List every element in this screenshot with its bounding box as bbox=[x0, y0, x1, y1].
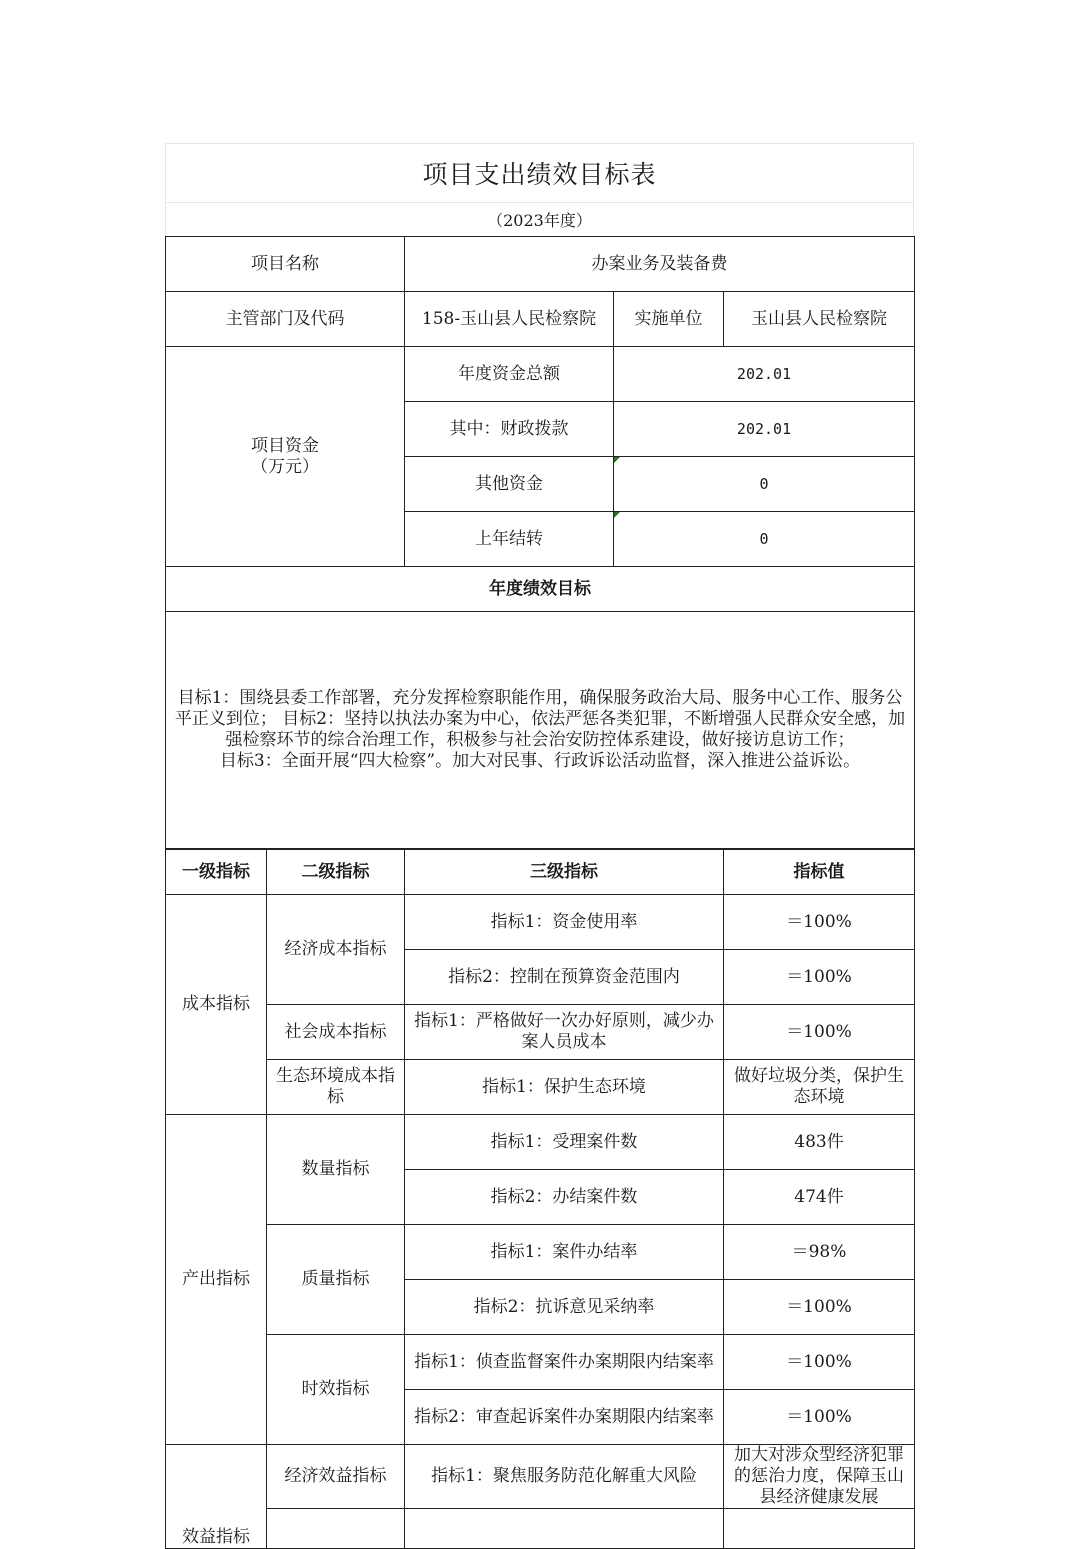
value-cell: ＝98% bbox=[724, 1225, 915, 1280]
value-cell: ＝100% bbox=[724, 1280, 915, 1335]
dept-value: 158-玉山县人民检察院 bbox=[405, 292, 614, 347]
value-cell: 做好垃圾分类，保护生态环境 bbox=[724, 1060, 915, 1115]
value-cell: 483件 bbox=[724, 1115, 915, 1170]
value-cell: ＝100% bbox=[724, 950, 915, 1005]
table-row bbox=[166, 237, 915, 292]
fund-row-value: 202.01 bbox=[614, 402, 915, 457]
level1-cell: 产出指标 bbox=[166, 1115, 267, 1445]
fund-row-value: 202.01 bbox=[614, 347, 915, 402]
level2-cell: 经济成本指标 bbox=[267, 895, 405, 1005]
indicator-table bbox=[165, 849, 915, 1549]
value-cell: 加大对涉众型经济犯罪的惩治力度，保障玉山县经济健康发展 bbox=[724, 1445, 915, 1509]
col-header: 三级指标 bbox=[405, 850, 724, 895]
level3-cell bbox=[405, 1509, 724, 1549]
project-name-label: 项目名称 bbox=[166, 237, 405, 292]
table-row bbox=[166, 1115, 915, 1170]
level3-cell: 指标1：侦查监督案件办案期限内结案率 bbox=[405, 1335, 724, 1390]
level1-cell: 成本指标 bbox=[166, 895, 267, 1115]
table-row bbox=[166, 1060, 915, 1115]
table-row bbox=[166, 895, 915, 950]
level3-cell: 指标1：聚焦服务防范化解重大风险 bbox=[405, 1445, 724, 1509]
goals-text: 目标1：围绕县委工作部署，充分发挥检察职能作用，确保服务政治大局、服务中心工作、服务公平正义到位； 目标2：坚持以执法办案为中心，依法严惩各类犯罪，不断增强人民群众安全感，加强检察环节的综合治理工作，积极参与社会治安防控体系建设，做好接访息访工作； bbox=[174, 688, 906, 750]
value-cell: ＝100% bbox=[724, 1005, 915, 1060]
table-row bbox=[166, 347, 915, 402]
value-cell: ＝100% bbox=[724, 895, 915, 950]
level2-cell bbox=[267, 1509, 405, 1549]
table-row bbox=[166, 612, 915, 849]
level3-cell: 指标1：案件办结率 bbox=[405, 1225, 724, 1280]
level3-cell: 指标1：受理案件数 bbox=[405, 1115, 724, 1170]
project-table bbox=[165, 236, 915, 849]
funds-unit: （万元） bbox=[251, 456, 319, 477]
level1-cell: 效益指标 bbox=[166, 1445, 267, 1549]
level3-cell: 指标2：办结案件数 bbox=[405, 1170, 724, 1225]
goals-text-cell bbox=[166, 612, 915, 849]
goals-text-last: 目标3：全面开展“四大检察”。加大对民事、行政诉讼活动监督，深入推进公益诉讼。 bbox=[219, 751, 861, 771]
fund-row-label: 年度资金总额 bbox=[405, 347, 614, 402]
table-row bbox=[166, 1445, 915, 1509]
value-cell: 474件 bbox=[724, 1170, 915, 1225]
table-row bbox=[166, 1005, 915, 1060]
level2-cell: 时效指标 bbox=[267, 1335, 405, 1445]
level3-cell: 指标2：抗诉意见采纳率 bbox=[405, 1280, 724, 1335]
level2-cell: 经济效益指标 bbox=[267, 1445, 405, 1509]
value-cell: ＝100% bbox=[724, 1390, 915, 1445]
fund-row-value: 0 bbox=[614, 512, 915, 567]
table-header-row bbox=[166, 850, 915, 895]
year-subtitle: （2023年度） bbox=[165, 202, 914, 236]
level3-cell: 指标1：资金使用率 bbox=[405, 895, 724, 950]
value-cell: ＝100% bbox=[724, 1335, 915, 1390]
fund-row-label: 上年结转 bbox=[405, 512, 614, 567]
table-row bbox=[166, 292, 915, 347]
table-row bbox=[166, 1509, 915, 1549]
impl-label: 实施单位 bbox=[614, 292, 724, 347]
project-name-value: 办案业务及装备费 bbox=[405, 237, 915, 292]
level2-cell: 社会成本指标 bbox=[267, 1005, 405, 1060]
page-title: 项目支出绩效目标表 bbox=[165, 143, 914, 202]
goals-header: 年度绩效目标 bbox=[166, 567, 915, 612]
funds-label-text: 项目资金 bbox=[251, 435, 319, 456]
level3-cell: 指标2：审查起诉案件办案期限内结案率 bbox=[405, 1390, 724, 1445]
impl-value: 玉山县人民检察院 bbox=[724, 292, 915, 347]
level3-cell: 指标1：严格做好一次办好原则，减少办案人员成本 bbox=[405, 1005, 724, 1060]
level2-cell: 数量指标 bbox=[267, 1115, 405, 1225]
table-row bbox=[166, 1225, 915, 1280]
level2-cell: 质量指标 bbox=[267, 1225, 405, 1335]
dept-label: 主管部门及代码 bbox=[166, 292, 405, 347]
funds-label bbox=[166, 347, 405, 567]
table-row bbox=[166, 567, 915, 612]
level3-cell: 指标1：保护生态环境 bbox=[405, 1060, 724, 1115]
performance-sheet bbox=[165, 143, 914, 1549]
col-header: 一级指标 bbox=[166, 850, 267, 895]
col-header: 指标值 bbox=[724, 850, 915, 895]
table-row bbox=[166, 1335, 915, 1390]
level2-cell: 生态环境成本指标 bbox=[267, 1060, 405, 1115]
fund-row-value: 0 bbox=[614, 457, 915, 512]
value-cell bbox=[724, 1509, 915, 1549]
fund-row-label: 其他资金 bbox=[405, 457, 614, 512]
col-header: 二级指标 bbox=[267, 850, 405, 895]
fund-row-label: 其中：财政拨款 bbox=[405, 402, 614, 457]
level3-cell: 指标2：控制在预算资金范围内 bbox=[405, 950, 724, 1005]
